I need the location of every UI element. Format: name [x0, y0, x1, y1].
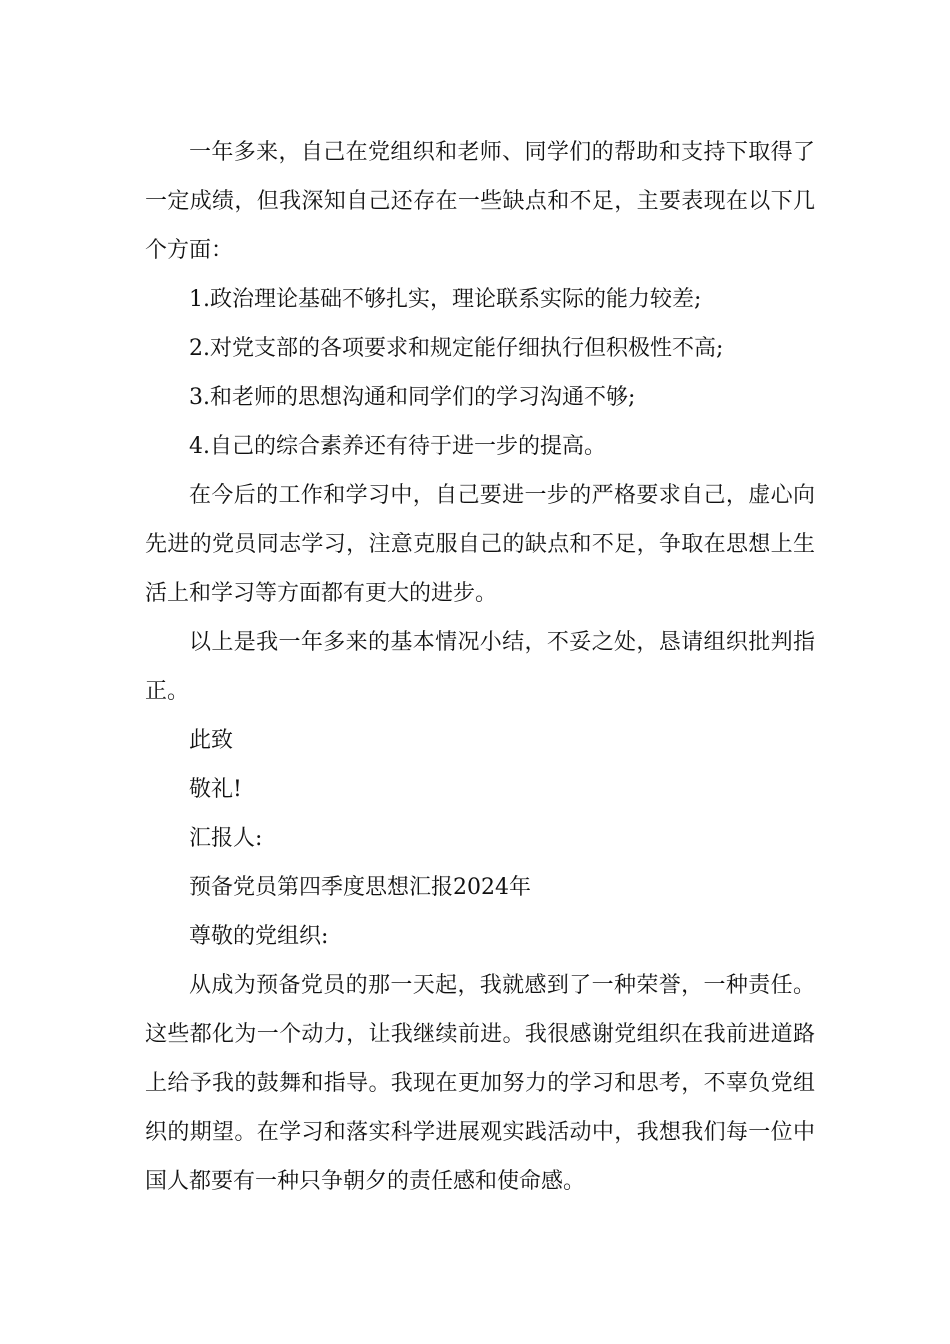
reporter-line: 汇报人:: [189, 826, 263, 851]
paragraph-shortcomings-intro: 一年多来，自己在党组织和老师、同学们的帮助和支持下取得了一定成绩，但我深知自己还存在一些缺点和不足，主要表现在以下几个方面：: [145, 140, 815, 263]
document-body: [145, 128, 815, 1206]
list-item-1: 1.政治理论基础不够扎实，理论联系实际的能力较差;: [189, 287, 702, 312]
closing-line-2: 敬礼!: [189, 777, 242, 802]
paragraph-future-plan: 在今后的工作和学习中，自己要进一步的严格要求自己，虚心向先进的党员同志学习，注意克服自己的缺点和不足，争取在思想上生活上和学习等方面都有更大的进步。: [145, 483, 815, 606]
closing-line-1: 此致: [189, 728, 234, 753]
paragraph-body: 从成为预备党员的那一天起，我就感到了一种荣誉，一种责任。这些都化为一个动力，让我继续前进。我很感谢党组织在我前进道路上给予我的鼓舞和指导。我现在更加努力的学习和思考，不辜负党组织的期望。在学习和落实科学进展观实践活动中，我想我们每一位中国人都要有一种只争朝夕的责任感和使命感。: [145, 973, 815, 1194]
section-title: 预备党员第四季度思想汇报2024年: [189, 875, 531, 900]
list-item-2: 2.对党支部的各项要求和规定能仔细执行但积极性不高;: [189, 336, 724, 361]
paragraph-summary: 以上是我一年多来的基本情况小结，不妥之处，恳请组织批判指正。: [145, 630, 815, 704]
list-item-3: 3.和老师的思想沟通和同学们的学习沟通不够;: [189, 385, 636, 410]
list-item-4: 4.自己的综合素养还有待于进一步的提高。: [189, 434, 606, 459]
salutation: 尊敬的党组织:: [189, 924, 329, 949]
